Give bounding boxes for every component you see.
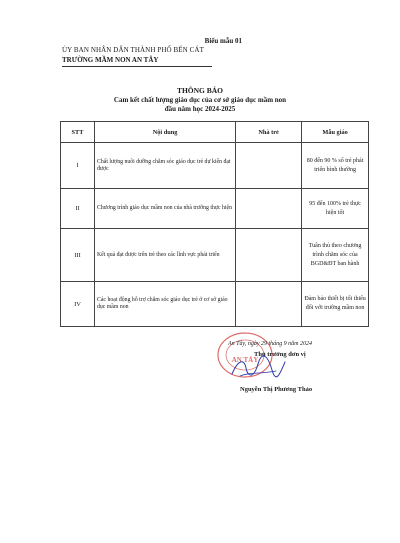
commitment-table: [60, 121, 369, 327]
header-mau-giao: Mẫu giáo: [302, 122, 369, 143]
agency-name: ỦY BAN NHÂN DÂN THÀNH PHỐ BẾN CÁT: [62, 46, 204, 54]
date-line: An Tây, ngày 29 tháng 9 năm 2024: [228, 341, 312, 347]
notice-subtitle: [0, 96, 400, 114]
notice-title: THÔNG BÁO: [176, 86, 224, 95]
signer-role: Thủ trưởng đơn vị: [254, 351, 306, 358]
header-content: Nội dung: [94, 122, 235, 143]
table-row: [61, 143, 369, 189]
row-mau-giao: Đảm bảo thiết bị tối thiểu đối với trường mầm non: [302, 282, 369, 327]
table-header-row: [61, 122, 369, 143]
row-content: Kết quả đạt được trên trẻ theo các lĩnh vực phát triển: [94, 229, 235, 282]
row-nha-tre: [236, 189, 302, 229]
row-mau-giao: 95 đến 100% trẻ thực hiện tốt: [302, 189, 369, 229]
table-row: [61, 282, 369, 327]
row-content: Chất lượng nuôi dưỡng chăm sóc giáo dục trẻ dự kiến đạt được: [94, 143, 235, 189]
row-stt: I: [61, 143, 95, 189]
header-stt: STT: [61, 122, 95, 143]
row-stt: III: [61, 229, 95, 282]
form-number: Biểu mẫu 01: [204, 37, 242, 45]
table-row: [61, 189, 369, 229]
row-mau-giao: Tuân thủ theo chương trình chăm sóc của BGD&ĐT ban hành: [302, 229, 369, 282]
handwritten-signature: [228, 352, 288, 382]
row-nha-tre: [236, 282, 302, 327]
row-mau-giao: 80 đến 90 % số trẻ phát triển bình thường: [302, 143, 369, 189]
notice-subtitle-line1: Cam kết chất lượng giáo dục của cơ sở giáo dục mầm non: [113, 96, 287, 104]
school-underline: [62, 66, 212, 67]
row-stt: IV: [61, 282, 95, 327]
row-nha-tre: [236, 143, 302, 189]
row-nha-tre: [236, 229, 302, 282]
row-content: Các hoạt động hỗ trợ chăm sóc giáo dục trẻ ở cơ sở giáo dục mầm non: [94, 282, 235, 327]
table-row: [61, 229, 369, 282]
signer-name: Nguyễn Thị Phương Thảo: [240, 386, 313, 393]
stamp-label: AN TÂY: [231, 356, 259, 364]
notice-subtitle-line2: đầu năm học 2024-2025: [164, 105, 236, 113]
row-content: Chương trình giáo dục mầm non của nhà trường thực hiện: [94, 189, 235, 229]
header-nha-tre: Nhà trẻ: [236, 122, 302, 143]
row-stt: II: [61, 189, 95, 229]
school-name: TRƯỜNG MẦM NON AN TÂY: [62, 56, 159, 64]
